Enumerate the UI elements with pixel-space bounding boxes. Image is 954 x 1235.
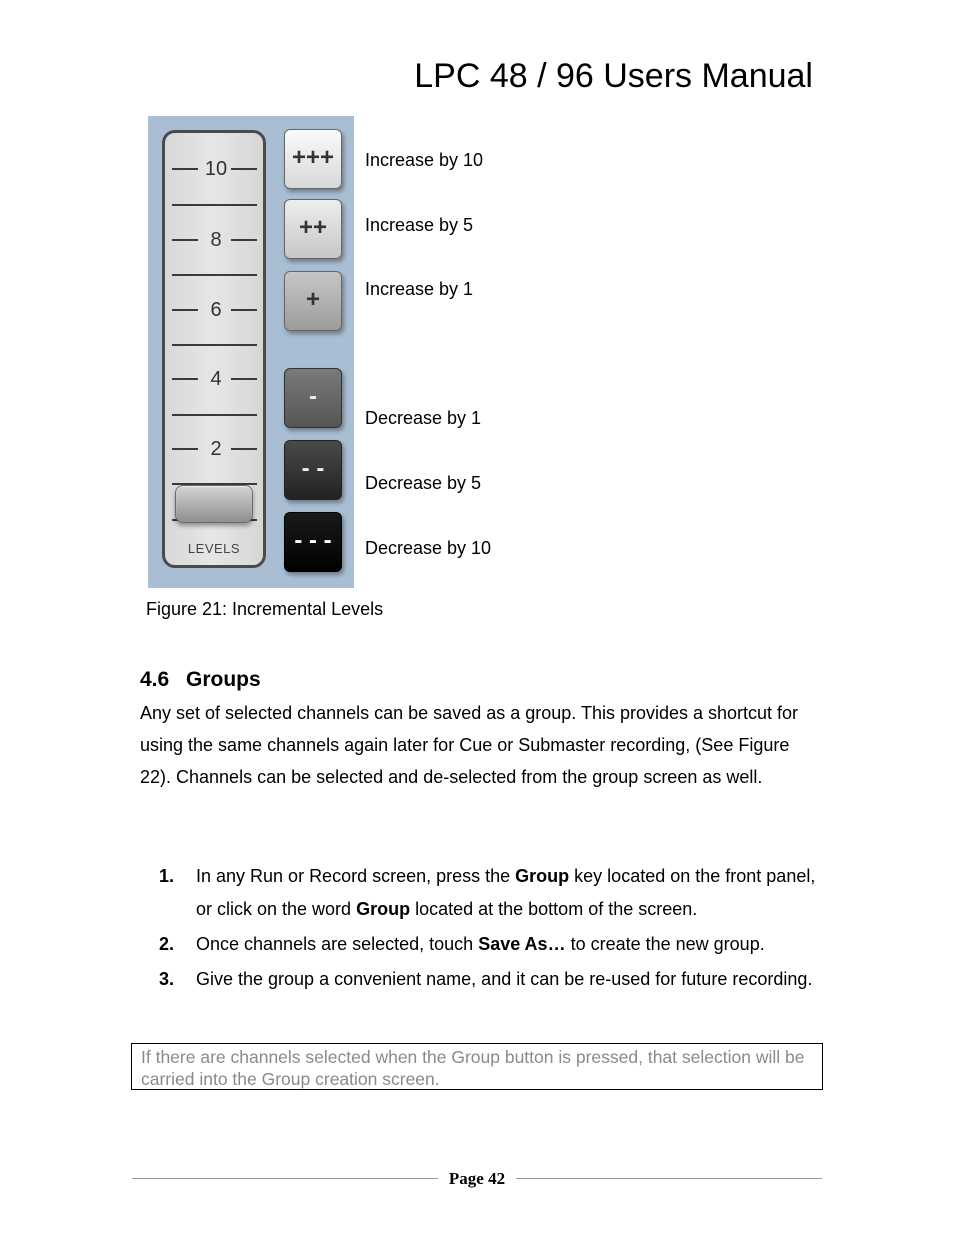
tick-mark xyxy=(231,448,257,450)
step-text: to create the new group. xyxy=(565,934,765,954)
step-keyword: Group xyxy=(515,866,570,886)
section-number: 4.6 xyxy=(140,668,170,691)
page-number: Page 42 xyxy=(448,1169,506,1188)
step-text: key located on the front panel, or click on the word xyxy=(196,866,816,919)
tick-mark xyxy=(172,239,198,241)
tick-mark xyxy=(172,168,198,170)
list-item xyxy=(140,928,830,961)
decrease-5-button[interactable]: - - xyxy=(284,440,342,500)
step-text: In any Run or Record screen, press the xyxy=(196,866,516,886)
label-decrease-10: Decrease by 10 xyxy=(365,538,492,558)
increase-5-button[interactable]: ++ xyxy=(284,199,342,259)
incremental-levels-figure xyxy=(148,116,354,588)
increase-1-button[interactable]: + xyxy=(284,271,342,331)
note-box: If there are channels selected when the Group button is pressed, that selection will be carried into the Group creation screen. xyxy=(131,1043,823,1090)
tick-mark xyxy=(172,309,198,311)
step-keyword: Save As… xyxy=(478,934,566,954)
tick-mark xyxy=(231,378,257,380)
minor-tick-mark xyxy=(172,344,257,346)
label-increase-10: Increase by 10 xyxy=(365,150,484,170)
tick-mark xyxy=(231,168,257,170)
figure-caption: Figure 21: Incremental Levels xyxy=(146,599,384,619)
step-number: 2. xyxy=(159,934,175,954)
tick-label-8: 8 xyxy=(210,229,222,251)
label-increase-5: Increase by 5 xyxy=(365,215,474,235)
page-header-title: LPC 48 / 96 Users Manual xyxy=(414,57,813,95)
section-heading xyxy=(140,667,261,693)
tick-mark xyxy=(172,448,198,450)
step-number: 3. xyxy=(159,969,175,989)
list-item xyxy=(140,860,830,926)
label-decrease-5: Decrease by 5 xyxy=(365,473,482,493)
tick-mark xyxy=(231,309,257,311)
step-text: Give the group a convenient name, and it can be re-used for future recording. xyxy=(196,969,813,989)
levels-label: LEVELS xyxy=(187,541,241,556)
step-number: 1. xyxy=(159,866,175,886)
decrease-10-button[interactable]: - - - xyxy=(284,512,342,572)
decrease-1-button[interactable]: - xyxy=(284,368,342,428)
tick-label-10: 10 xyxy=(204,158,228,180)
step-text: located at the bottom of the screen. xyxy=(410,899,698,919)
minor-tick-mark xyxy=(172,274,257,276)
label-decrease-1: Decrease by 1 xyxy=(365,408,482,428)
list-item xyxy=(140,963,830,996)
step-keyword: Group xyxy=(356,899,411,919)
label-increase-1: Increase by 1 xyxy=(365,279,474,299)
tick-label-6: 6 xyxy=(210,299,222,321)
tick-label-4: 4 xyxy=(210,368,222,390)
tick-label-2: 2 xyxy=(210,438,222,460)
minor-tick-mark xyxy=(172,414,257,416)
increase-10-button[interactable]: +++ xyxy=(284,129,342,189)
steps-list xyxy=(140,860,830,998)
minor-tick-mark xyxy=(172,204,257,206)
tick-mark xyxy=(172,378,198,380)
section-title: Groups xyxy=(186,668,261,691)
step-text: Once channels are selected, touch xyxy=(196,934,479,954)
levels-slider-knob[interactable] xyxy=(175,485,253,523)
tick-mark xyxy=(231,239,257,241)
section-paragraph: Any set of selected channels can be saved as a group. This provides a shortcut for using the same channels again later for Cue or Submaster recording, (See Figure 22). Channels can be selected and de-selected from the group screen as well. xyxy=(140,703,799,787)
